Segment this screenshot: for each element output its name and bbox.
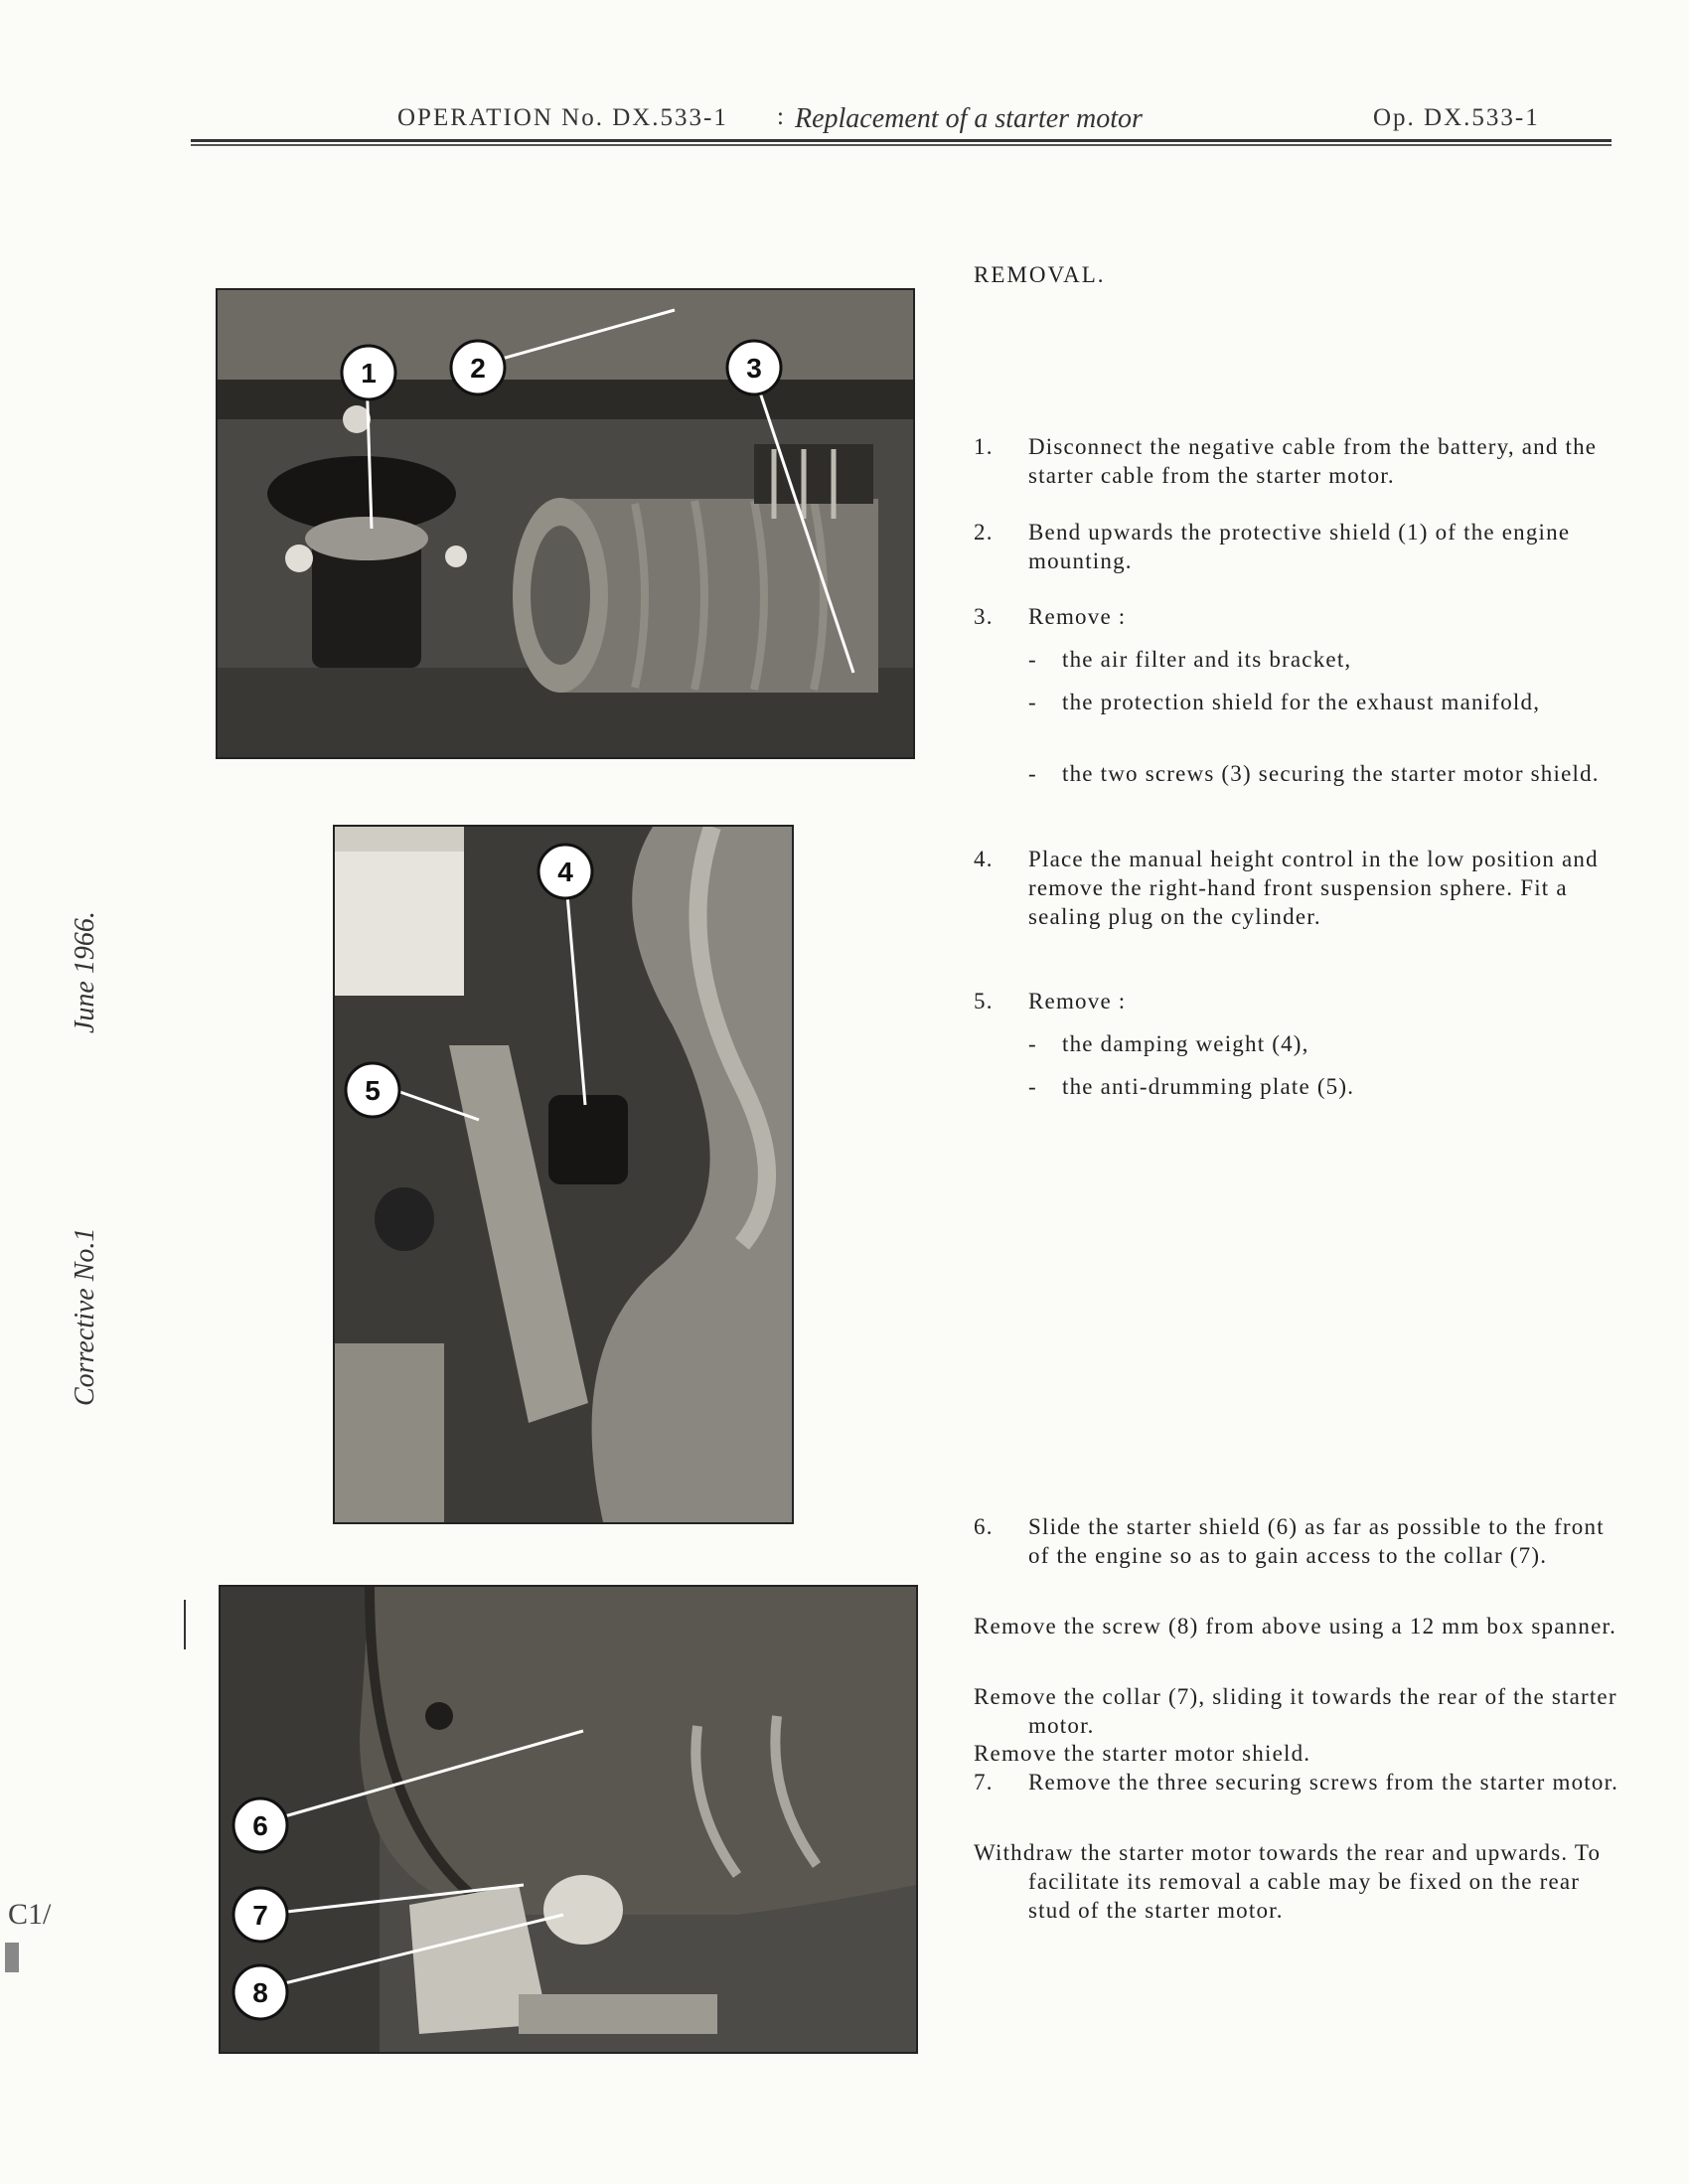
list-item-text: the two screws (3) securing the starter motor shield. (1062, 761, 1600, 786)
photo-damping-weight (333, 825, 794, 1524)
list-item-text: the protection shield for the exhaust manifold, (1062, 690, 1541, 714)
page-title: Replacement of a starter motor (795, 103, 1143, 134)
paragraph (974, 1682, 1629, 1740)
list-item-text: the air filter and its bracket, (1062, 647, 1352, 672)
step-number: 1. (974, 434, 994, 459)
step-5 (974, 987, 1629, 1015)
list-item-text: the anti-drumming plate (5). (1062, 1074, 1355, 1099)
step-text: Remove : (1028, 604, 1127, 629)
operation-label: OPERATION No. DX.533-1 (397, 104, 728, 131)
callout-1: 1 (361, 358, 377, 389)
photo-engine-mounting (216, 288, 915, 759)
page-code-marker (5, 1943, 19, 1972)
paragraph-text: Remove the starter motor shield. (974, 1741, 1311, 1766)
step-text: Remove the three securing screws from the starter motor. (1028, 1770, 1619, 1794)
callout-6: 6 (252, 1810, 268, 1841)
step-text: Slide the starter shield (6) as far as possible to the front of the engine so as to gain access to the collar (7). (1028, 1514, 1605, 1568)
list-item (1028, 1029, 1624, 1058)
header-separator: : (777, 103, 784, 130)
header-rule (191, 139, 1612, 142)
step-1 (974, 432, 1629, 490)
list-item-text: the damping weight (4), (1062, 1031, 1309, 1056)
photo-starter-shield (219, 1585, 918, 2054)
list-dash: - (1028, 647, 1037, 672)
step-text: Bend upwards the protective shield (1) of the engine mounting. (1028, 520, 1571, 573)
step-number: 6. (974, 1514, 994, 1539)
operation-code: Op. DX.533-1 (1373, 104, 1540, 131)
step-3 (974, 602, 1629, 631)
step-text: Disconnect the negative cable from the battery, and the starter cable from the starter motor. (1028, 434, 1598, 488)
step-number: 3. (974, 604, 994, 629)
paragraph-text: Remove the screw (8) from above using a 12 mm box spanner. (974, 1614, 1617, 1638)
page-code: C1/ (8, 1898, 52, 1931)
step-number: 4. (974, 847, 994, 871)
step-6 (974, 1512, 1629, 1570)
list-dash: - (1028, 761, 1037, 786)
step-text: Place the manual height control in the low position and remove the right-hand front suspension sphere. Fit a sealing plug on the cylinder. (1028, 847, 1599, 929)
step-number: 7. (974, 1770, 994, 1794)
list-dash: - (1028, 690, 1037, 714)
step-number: 2. (974, 520, 994, 545)
final-paragraph (974, 1838, 1629, 1925)
header-rule-secondary (191, 144, 1612, 146)
list-item (1028, 688, 1624, 716)
list-dash: - (1028, 1074, 1037, 1099)
step-text: Remove : (1028, 989, 1127, 1014)
callout-8: 8 (252, 1977, 268, 2008)
callout-5: 5 (365, 1075, 381, 1106)
callout-2: 2 (470, 353, 486, 384)
paragraph-text: Withdraw the starter motor towards the rear and upwards. To facilitate its removal a cable may be fixed on the rear stud of the starter motor. (974, 1840, 1602, 1923)
list-item (1028, 759, 1624, 788)
margin-tick (184, 1600, 186, 1649)
list-dash: - (1028, 1031, 1037, 1056)
paragraph (974, 1739, 1629, 1768)
list-item (1028, 1072, 1624, 1101)
margin-date: June 1966. (70, 911, 100, 1033)
callout-4: 4 (557, 857, 573, 887)
step-number: 5. (974, 989, 994, 1014)
margin-corrective: Corrective No.1 (70, 1227, 100, 1406)
section-title: REMOVAL. (974, 262, 1106, 287)
callout-7: 7 (252, 1900, 268, 1931)
paragraph-text: Remove the collar (7), sliding it towards the rear of the starter motor. (974, 1684, 1617, 1738)
list-item (1028, 645, 1624, 674)
callout-3: 3 (746, 353, 762, 384)
paragraph (974, 1612, 1629, 1640)
step-2 (974, 518, 1629, 575)
step-7 (974, 1768, 1629, 1796)
step-4 (974, 845, 1629, 931)
